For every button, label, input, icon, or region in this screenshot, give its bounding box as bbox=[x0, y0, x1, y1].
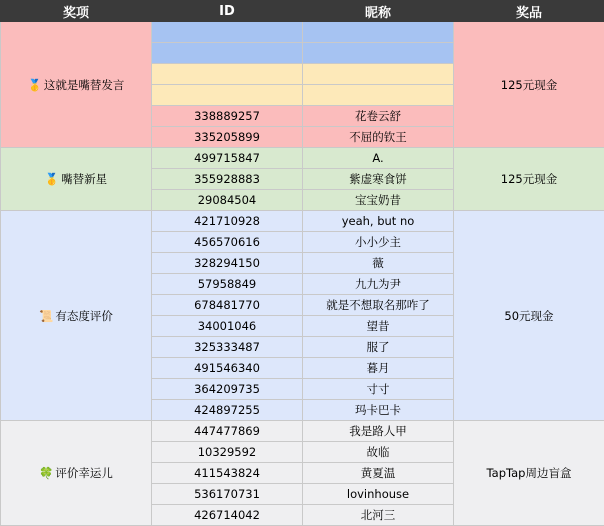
scroll-icon: 📜 bbox=[39, 309, 53, 323]
winner-id: 424897255 bbox=[152, 400, 303, 421]
winner-nickname: 故临 bbox=[303, 442, 454, 463]
winner-id bbox=[152, 22, 303, 43]
winner-nickname: 紫虚寒食饼 bbox=[303, 169, 454, 190]
award-category-label: 这就是嘴替发言 bbox=[44, 78, 125, 92]
winner-id: 411543824 bbox=[152, 463, 303, 484]
award-category-label: 有态度评价 bbox=[55, 309, 113, 323]
winner-id: 456570616 bbox=[152, 232, 303, 253]
winner-id: 29084504 bbox=[152, 190, 303, 211]
winner-id: 335205899 bbox=[152, 127, 303, 148]
winner-nickname: 北河三 bbox=[303, 505, 454, 526]
header-row bbox=[1, 1, 604, 22]
winner-id: 355928883 bbox=[152, 169, 303, 190]
winner-nickname: 寸寸 bbox=[303, 379, 454, 400]
winner-id: 57958849 bbox=[152, 274, 303, 295]
winner-id: 338889257 bbox=[152, 106, 303, 127]
medal-icon: 🥇 bbox=[45, 172, 59, 186]
winner-id: 499715847 bbox=[152, 148, 303, 169]
winner-nickname bbox=[303, 22, 454, 43]
winner-nickname: 望昔 bbox=[303, 316, 454, 337]
table-row bbox=[1, 211, 604, 232]
prize-cell: 125元现金 bbox=[454, 148, 604, 211]
clover-icon: 🍀 bbox=[39, 466, 53, 480]
award-category-label: 评价幸运儿 bbox=[55, 466, 113, 480]
winner-nickname: 我是路人甲 bbox=[303, 421, 454, 442]
winner-id: 364209735 bbox=[152, 379, 303, 400]
award-category-cell bbox=[1, 22, 152, 148]
winner-nickname: 九九为尹 bbox=[303, 274, 454, 295]
prize-cell: 125元现金 bbox=[454, 22, 604, 148]
winner-id: 325333487 bbox=[152, 337, 303, 358]
winner-nickname bbox=[303, 43, 454, 64]
winner-id: 536170731 bbox=[152, 484, 303, 505]
table-row bbox=[1, 421, 604, 442]
winner-nickname: lovinhouse bbox=[303, 484, 454, 505]
winner-nickname: 不屈的钦王 bbox=[303, 127, 454, 148]
winner-id: 447477869 bbox=[152, 421, 303, 442]
winner-id bbox=[152, 64, 303, 85]
prize-cell: TapTap周边盲盒 bbox=[454, 421, 604, 526]
winner-id: 421710928 bbox=[152, 211, 303, 232]
winner-nickname: 玛卡巴卡 bbox=[303, 400, 454, 421]
winner-id: 328294150 bbox=[152, 253, 303, 274]
winner-nickname: 就是不想取名那咋了 bbox=[303, 295, 454, 316]
winner-id: 678481770 bbox=[152, 295, 303, 316]
award-category-cell bbox=[1, 211, 152, 421]
winner-nickname: 花卷云舒 bbox=[303, 106, 454, 127]
winner-id: 34001046 bbox=[152, 316, 303, 337]
winner-nickname: 薇 bbox=[303, 253, 454, 274]
winner-id: 426714042 bbox=[152, 505, 303, 526]
winner-nickname: 宝宝奶昔 bbox=[303, 190, 454, 211]
winner-id: 491546340 bbox=[152, 358, 303, 379]
winner-nickname: 暮月 bbox=[303, 358, 454, 379]
table-row bbox=[1, 148, 604, 169]
winner-id bbox=[152, 43, 303, 64]
winner-nickname: 服了 bbox=[303, 337, 454, 358]
award-category-cell bbox=[1, 148, 152, 211]
winner-nickname bbox=[303, 85, 454, 106]
winner-nickname: yeah, but no bbox=[303, 211, 454, 232]
winner-nickname: 小小少主 bbox=[303, 232, 454, 253]
table-row bbox=[1, 22, 604, 43]
header-category: 奖项 bbox=[1, 1, 152, 22]
table-body bbox=[1, 22, 604, 526]
prize-cell: 50元现金 bbox=[454, 211, 604, 421]
winner-id: 10329592 bbox=[152, 442, 303, 463]
award-category-label: 嘴替新星 bbox=[61, 172, 107, 186]
header-prize: 奖品 bbox=[454, 1, 604, 22]
medal-icon: 🥇 bbox=[28, 78, 42, 92]
winner-nickname bbox=[303, 64, 454, 85]
header-nickname: 昵称 bbox=[303, 1, 454, 22]
winner-id bbox=[152, 85, 303, 106]
winner-nickname: A. bbox=[303, 148, 454, 169]
award-category-cell bbox=[1, 421, 152, 526]
winner-nickname: 黄夏温 bbox=[303, 463, 454, 484]
header-id: ID bbox=[152, 1, 303, 22]
